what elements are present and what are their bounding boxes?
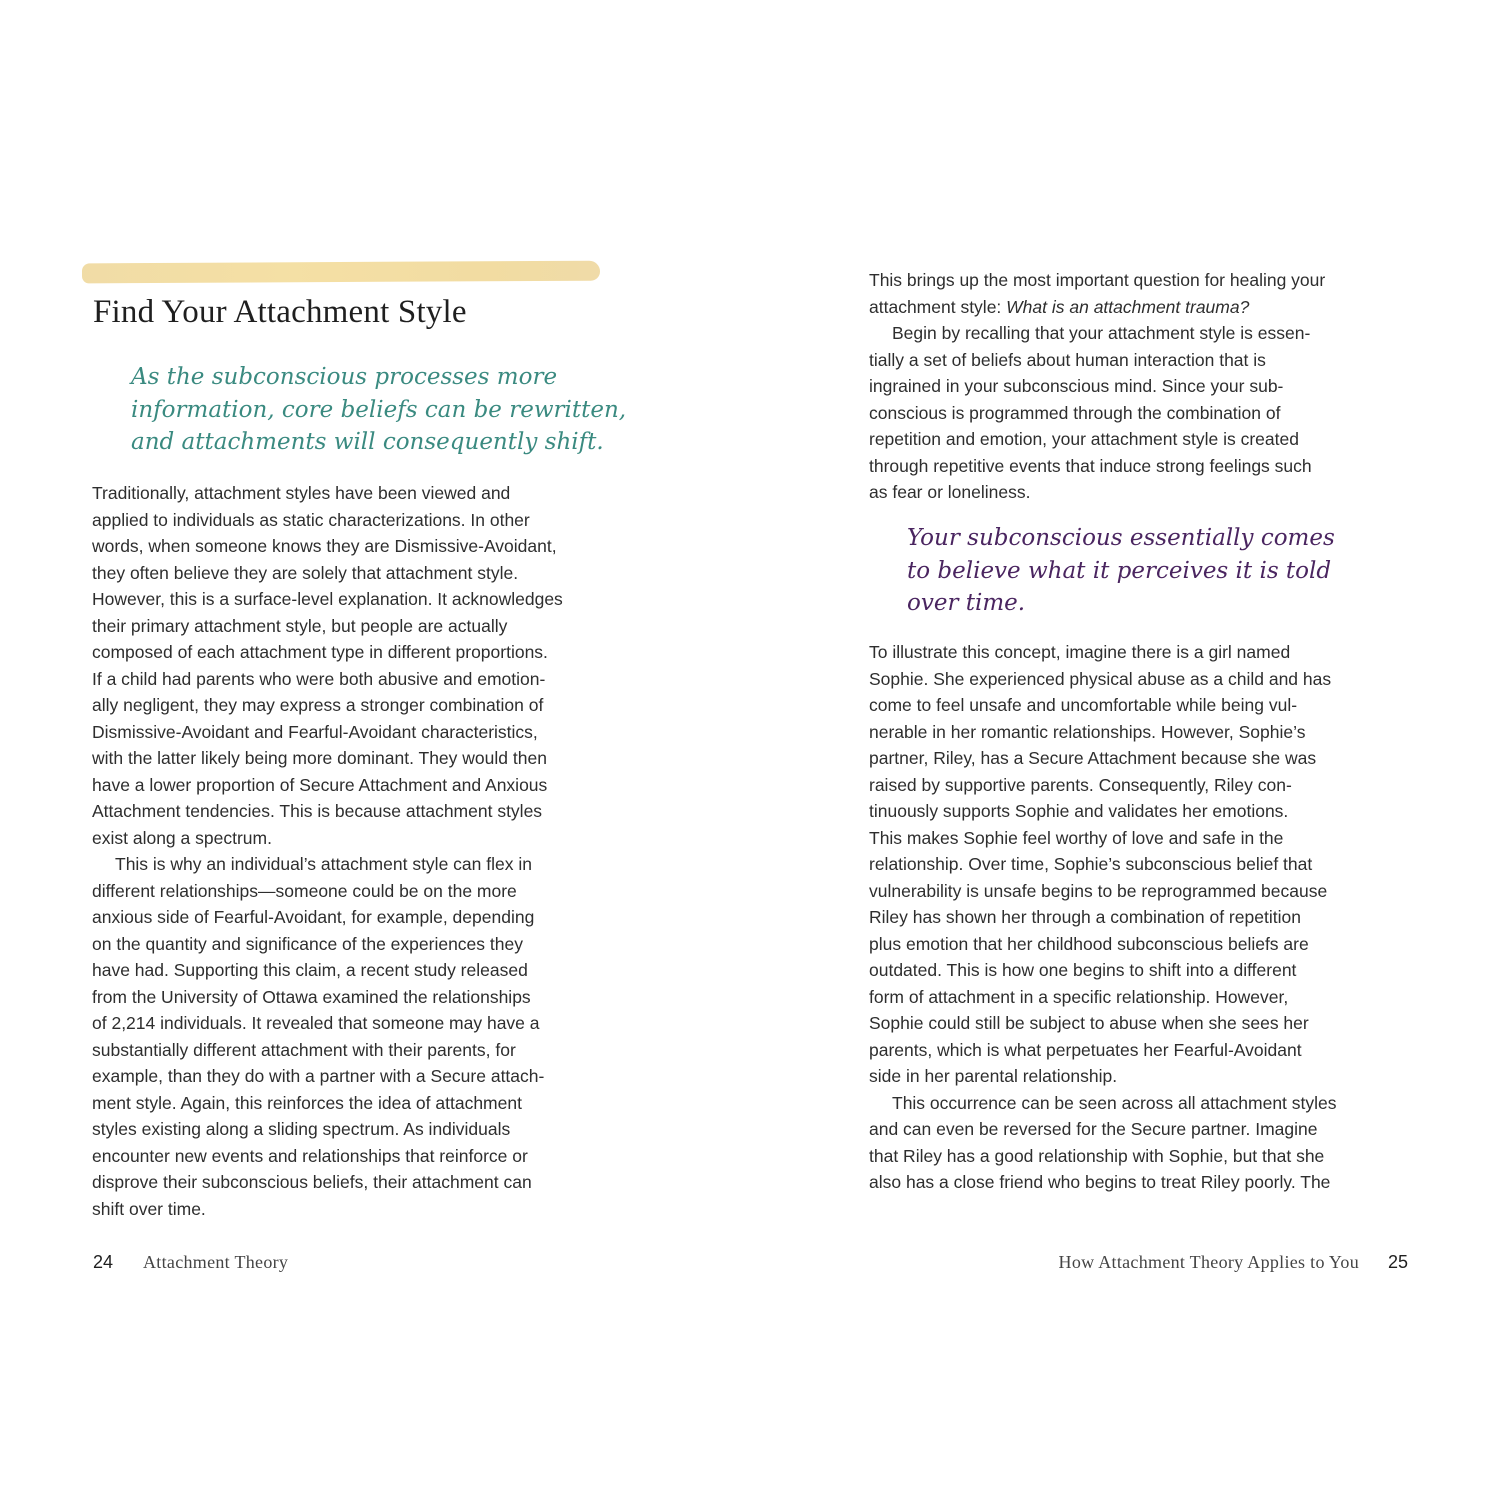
text-line	[869, 1037, 1337, 1064]
text-line-content: exist along a spectrum.	[92, 827, 272, 848]
text-line	[869, 294, 1325, 321]
text-line	[869, 1116, 1337, 1143]
text-line	[869, 825, 1337, 852]
text-line-content: ment style. Again, this reinforces the idea of attachment	[92, 1092, 522, 1113]
text-line	[869, 984, 1337, 1011]
text-line	[869, 745, 1337, 772]
text-line	[869, 851, 1337, 878]
text-line-content: shift over time.	[92, 1198, 206, 1219]
text-line-content: side in her parental relationship.	[869, 1066, 1118, 1086]
text-line	[92, 692, 563, 719]
text-line-content: and can even be reversed for the Secure partner. Imagine	[869, 1119, 1318, 1139]
text-line	[869, 957, 1337, 984]
text-line	[92, 904, 563, 931]
text-line	[869, 426, 1325, 453]
text-line	[92, 1169, 563, 1196]
text-line-content: nerable in her romantic relationships. However, Sophie’s	[869, 721, 1306, 742]
text-line	[92, 772, 563, 799]
text-line	[92, 745, 563, 772]
text-line	[92, 851, 563, 878]
text-line	[869, 719, 1337, 746]
text-line-content: ally negligent, they may express a stronger combination of	[92, 695, 544, 715]
text-line-content: their primary attachment style, but people are actually	[92, 615, 508, 636]
text-line-content: with the latter likely being more dominant. They would then	[92, 748, 547, 768]
pull-quote-line: and attachments will consequently shift.	[131, 429, 604, 455]
text-line-content: Dismissive-Avoidant and Fearful-Avoidant characteristics,	[92, 721, 538, 742]
text-line	[92, 1143, 563, 1170]
text-line-content: as fear or loneliness.	[869, 482, 1031, 502]
pull-quote-line: over time.	[907, 590, 1026, 616]
text-line-content: have a lower proportion of Secure Attachment and Anxious	[92, 774, 548, 795]
text-line-content: ingrained in your subconscious mind. Since your sub-	[869, 376, 1284, 396]
text-line	[92, 825, 563, 852]
section-title: Find Your Attachment Style	[93, 294, 467, 330]
text-line	[92, 1010, 563, 1037]
text-line-content: have had. Supporting this claim, a recent study released	[92, 960, 528, 980]
pull-quote-line: Your subconscious essentially comes	[907, 525, 1335, 551]
text-line-content: This is why an individual’s attachment style can flex in	[115, 854, 532, 874]
text-line	[92, 1037, 563, 1064]
pull-quote-left	[131, 361, 626, 459]
text-line	[869, 479, 1325, 506]
right-body-text-bottom	[869, 639, 1337, 1196]
text-line-content: Riley has shown her through a combination of repetition	[869, 907, 1301, 927]
pull-quote-line: As the subconscious processes more	[131, 364, 558, 390]
italic-question: What is an attachment trauma?	[1006, 296, 1250, 317]
text-line	[92, 560, 563, 587]
text-line-content: This makes Sophie feel worthy of love and safe in the	[869, 827, 1284, 848]
text-line	[869, 320, 1325, 347]
text-line	[92, 984, 563, 1011]
text-line-content: plus emotion that her childhood subconscious beliefs are	[869, 933, 1309, 954]
running-title-left: Attachment Theory	[143, 1252, 289, 1272]
text-line-content: Attachment tendencies. This is because attachment styles	[92, 801, 543, 821]
text-line-content: words, when someone knows they are Dismissive-Avoidant,	[92, 536, 557, 556]
text-line	[869, 878, 1337, 905]
text-line-content: through repetitive events that induce strong feelings such	[869, 455, 1312, 476]
text-line-content: Begin by recalling that your attachment style is essen-	[892, 323, 1311, 343]
pull-quote-right	[907, 522, 1335, 620]
text-line-content: example, than they do with a partner with a Secure attach-	[92, 1066, 545, 1086]
text-line	[92, 507, 563, 534]
text-line-content: This brings up the most important question for healing your	[869, 270, 1326, 290]
text-line-content: disprove their subconscious beliefs, their attachment can	[92, 1172, 532, 1192]
text-line-content: Sophie could still be subject to abuse when she sees her	[869, 1013, 1309, 1033]
text-line-content: outdated. This is how one begins to shift into a different	[869, 960, 1297, 980]
text-line	[869, 373, 1325, 400]
text-line	[92, 1063, 563, 1090]
text-line	[92, 639, 563, 666]
text-line	[869, 1090, 1337, 1117]
text-line	[869, 639, 1337, 666]
text-line-content: composed of each attachment type in different proportions.	[92, 642, 548, 662]
running-title-right: How Attachment Theory Applies to You	[1058, 1252, 1359, 1272]
text-line	[92, 719, 563, 746]
page-number-left: 24	[93, 1252, 114, 1272]
text-line-content: that Riley has a good relationship with Sophie, but that she	[869, 1145, 1325, 1166]
text-line	[869, 931, 1337, 958]
text-line-content: raised by supportive parents. Consequently, Riley con-	[869, 774, 1292, 795]
text-line	[869, 1010, 1337, 1037]
text-line-content: tially a set of beliefs about human interaction that is	[869, 349, 1266, 370]
text-line	[869, 666, 1337, 693]
text-line	[92, 480, 563, 507]
text-line-content: This occurrence can be seen across all attachment styles	[892, 1092, 1337, 1113]
text-line-content: form of attachment in a specific relationship. However,	[869, 986, 1289, 1007]
right-body-text-top	[869, 267, 1325, 506]
text-line	[92, 878, 563, 905]
text-line-content: applied to individuals as static characterizations. In other	[92, 509, 530, 530]
text-line-content: attachment style:	[869, 296, 1007, 317]
text-line-content: come to feel unsafe and uncomfortable while being vul-	[869, 695, 1298, 715]
pull-quote-line: to believe what it perceives it is told	[907, 557, 1332, 584]
text-line	[869, 453, 1325, 480]
text-line	[92, 533, 563, 560]
left-body-text	[92, 480, 563, 1222]
text-line-content: substantially different attachment with their parents, for	[92, 1039, 516, 1060]
text-line-content: relationship. Over time, Sophie’s subconscious belief that	[869, 854, 1313, 874]
text-line	[869, 1143, 1337, 1170]
text-line-content: from the University of Ottawa examined the relationships	[92, 986, 531, 1007]
text-line	[869, 1063, 1337, 1090]
text-line-content: partner, Riley, has a Secure Attachment because she was	[869, 748, 1317, 768]
text-line	[92, 586, 563, 613]
text-line	[869, 692, 1337, 719]
text-line-content: To illustrate this concept, imagine there is a girl named	[869, 642, 1291, 662]
text-line	[92, 798, 563, 825]
text-line	[869, 267, 1325, 294]
text-line-content: vulnerability is unsafe begins to be reprogrammed because	[869, 880, 1328, 901]
text-line-content: conscious is programmed through the combination of	[869, 402, 1281, 423]
text-line-content: they often believe they are solely that attachment style.	[92, 562, 519, 583]
text-line	[869, 347, 1325, 374]
text-line-content: styles existing along a sliding spectrum. As individuals	[92, 1119, 511, 1139]
text-line-content: encounter new events and relationships that reinforce or	[92, 1145, 528, 1166]
text-line	[92, 666, 563, 693]
text-line-content: parents, which is what perpetuates her Fearful-Avoidant	[869, 1039, 1302, 1060]
text-line	[92, 613, 563, 640]
text-line-content: of 2,214 individuals. It revealed that someone may have a	[92, 1013, 540, 1033]
text-line	[92, 1090, 563, 1117]
text-line-content: If a child had parents who were both abusive and emotion-	[92, 668, 546, 689]
text-line	[869, 400, 1325, 427]
text-line	[92, 931, 563, 958]
text-line-content: Traditionally, attachment styles have been viewed and	[92, 483, 511, 503]
text-line-content: also has a close friend who begins to treat Riley poorly. The	[869, 1172, 1331, 1192]
text-line	[869, 772, 1337, 799]
text-line-content: Sophie. She experienced physical abuse as a child and has	[869, 668, 1332, 689]
text-line-content: repetition and emotion, your attachment style is created	[869, 429, 1299, 449]
pull-quote-line: information, core beliefs can be rewritten,	[131, 396, 627, 423]
text-line	[92, 957, 563, 984]
text-line-content: anxious side of Fearful-Avoidant, for example, depending	[92, 907, 535, 927]
text-line	[869, 1169, 1337, 1196]
highlight-brush-stroke	[82, 261, 600, 284]
text-line-content: tinuously supports Sophie and validates her emotions.	[869, 801, 1289, 821]
text-line	[92, 1116, 563, 1143]
text-line-content: different relationships—someone could be on the more	[92, 880, 517, 901]
page-number-right: 25	[1387, 1252, 1408, 1272]
text-line	[92, 1196, 563, 1223]
text-line	[869, 904, 1337, 931]
text-line	[869, 798, 1337, 825]
text-line-content: However, this is a surface-level explanation. It acknowledges	[92, 589, 563, 609]
text-line-content: on the quantity and significance of the experiences they	[92, 933, 523, 954]
